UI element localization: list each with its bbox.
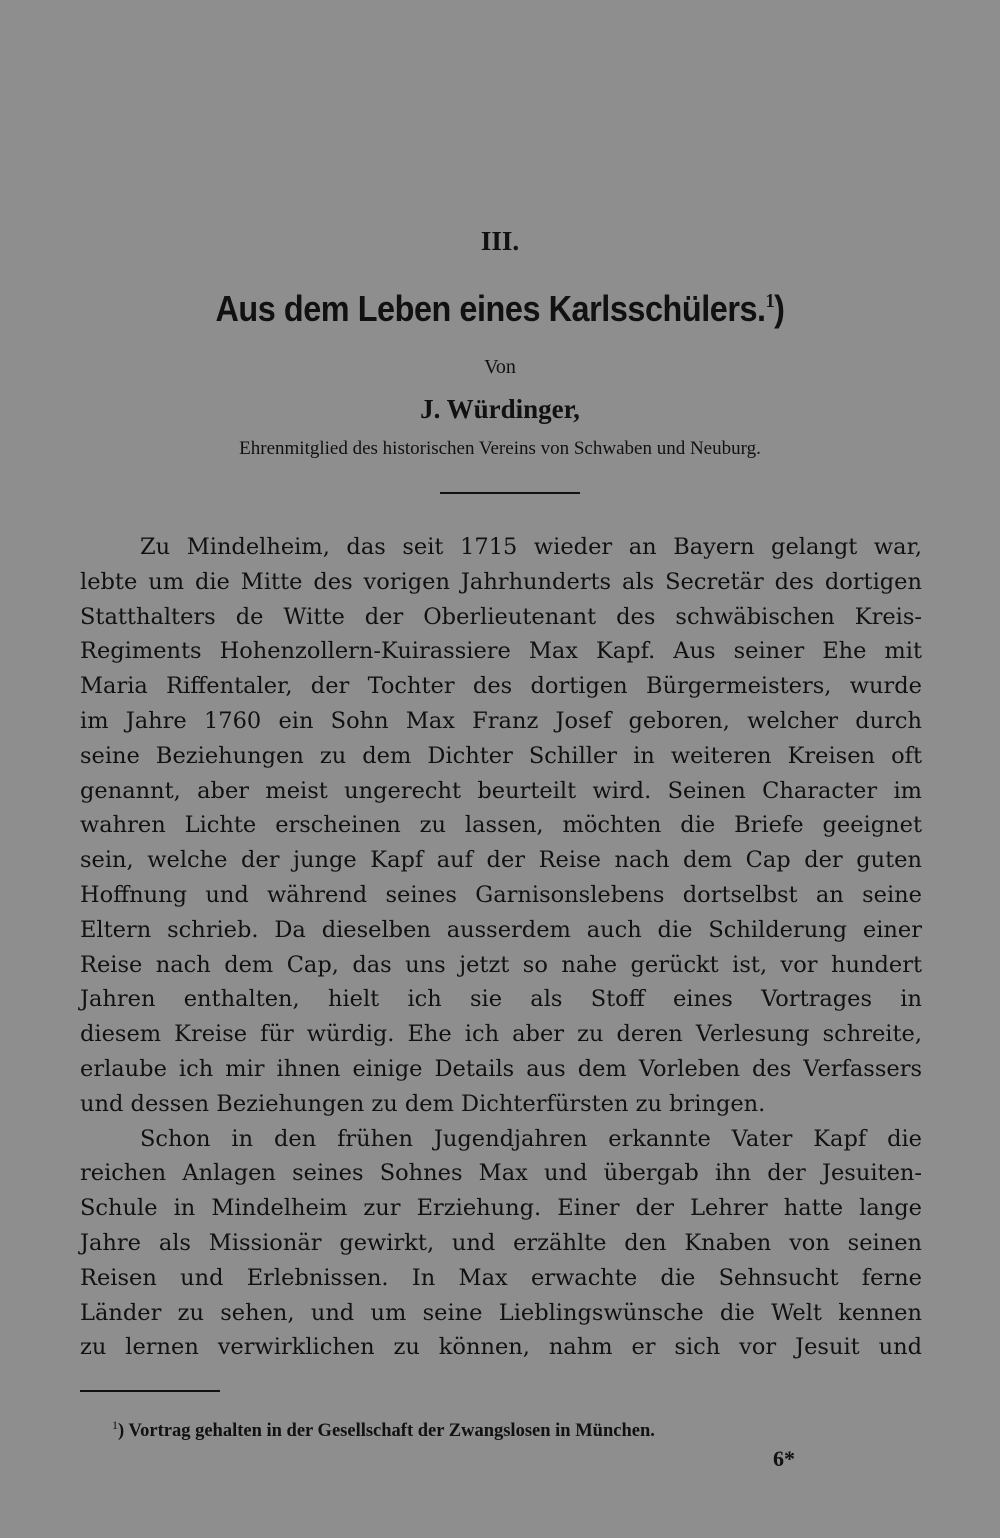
- text-line: Eltern schrieb. Da dieselben ausserdem auch die Schilderung einer: [80, 916, 922, 943]
- text-line: sein, welche der junge Kapf auf der Reise nach dem Cap der guten: [80, 847, 922, 874]
- text-line: Schule in Mindelheim zur Erziehung. Einer der Lehrer hatte lange: [80, 1195, 922, 1222]
- footnote: [112, 1418, 655, 1442]
- text-line: Jahre als Missionär gewirkt, und erzählte den Knaben von seinen: [80, 1229, 922, 1256]
- author-name: J. Würdinger,: [420, 394, 580, 424]
- text-line: Maria Riffentaler, der Tochter des dortigen Bürgermeisters, wurde: [80, 673, 922, 700]
- text-line: Hoffnung und während seines Garnisonslebens dortselbst an seine: [80, 881, 922, 908]
- text-line: zu lernen verwirklichen zu können, nahm er sich vor Jesuit und: [80, 1334, 922, 1361]
- text-line: wahren Lichte erscheinen zu lassen, möchten die Briefe geeignet: [80, 812, 922, 839]
- title-footnote-marker: 1: [765, 290, 775, 312]
- text-line: genannt, aber meist ungerecht beurteilt wird. Seinen Character im: [80, 777, 922, 804]
- text-line: im Jahre 1760 ein Sohn Max Franz Josef geboren, welcher durch: [80, 707, 922, 734]
- text-line: diesem Kreise für würdig. Ehe ich aber zu deren Verlesung schreite,: [80, 1021, 922, 1048]
- article-title: [50, 288, 950, 330]
- text-line: Reisen und Erlebnissen. In Max erwachte die Sehnsucht ferne: [80, 1264, 922, 1291]
- text-line: und dessen Beziehungen zu dem Dichterfürsten zu bringen.: [80, 1090, 766, 1117]
- author-affiliation: Ehrenmitglied des historischen Vereins von Schwaben und Neuburg.: [239, 438, 761, 459]
- text-line: reichen Anlagen seines Sohnes Max und übergab ihn der Jesuiten-: [80, 1160, 922, 1187]
- text-line: lebte um die Mitte des vorigen Jahrhunderts als Secretär des dortigen: [80, 568, 922, 595]
- text-line: Zu Mindelheim, das seit 1715 wieder an Bayern gelangt war,: [140, 534, 922, 560]
- footnote-text: ) Vortrag gehalten in der Gesellschaft der Zwangslosen in München.: [118, 1421, 655, 1441]
- title-divider: [440, 492, 580, 494]
- text-line: Länder zu sehen, und um seine Lieblingswünsche die Welt kennen: [80, 1299, 922, 1326]
- body-text: [80, 530, 922, 1365]
- title-text: Aus dem Leben eines Karlsschülers.: [215, 288, 766, 329]
- footnote-divider: [80, 1390, 220, 1392]
- title-close: ): [774, 288, 785, 329]
- text-line: Statthalters de Witte der Oberlieutenant des schwäbischen Kreis-: [80, 603, 922, 630]
- text-line: Jahren enthalten, hielt ich sie als Stoff eines Vortrages in: [80, 986, 922, 1013]
- text-line: seine Beziehungen zu dem Dichter Schiller in weiteren Kreisen oft: [80, 742, 922, 769]
- byline-von: Von: [484, 356, 516, 378]
- signature-mark: 6*: [773, 1446, 795, 1471]
- text-line: Regiments Hohenzollern-Kuirassiere Max Kapf. Aus seiner Ehe mit: [80, 638, 922, 665]
- text-line: Schon in den frühen Jugendjahren erkannte Vater Kapf die: [140, 1125, 922, 1152]
- text-line: Reise nach dem Cap, das uns jetzt so nahe gerückt ist, vor hundert: [80, 951, 922, 978]
- chapter-number: III.: [480, 226, 520, 256]
- footnote-marker: 1: [112, 1418, 118, 1432]
- text-line: erlaube ich mir ihnen einige Details aus dem Vorleben des Verfassers: [80, 1055, 922, 1082]
